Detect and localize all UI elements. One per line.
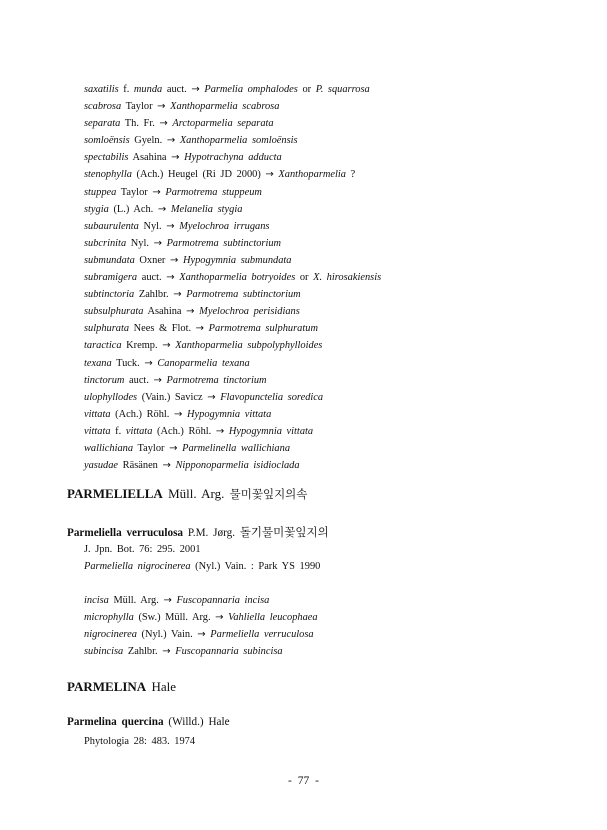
synonym-entry <box>84 355 381 372</box>
synonym-entry <box>84 592 318 609</box>
synonym-name: Parmeliella nigrocinerea <box>84 561 191 572</box>
arrow-icon: → <box>157 203 167 215</box>
synonym-entry <box>84 643 318 660</box>
synonym-entry <box>84 98 381 115</box>
synonym-epithet: scabrosa <box>84 101 122 113</box>
synonym-author: Oxner <box>139 254 166 266</box>
synonym-entry <box>84 337 381 354</box>
synonym-epithet: yasudae <box>84 460 119 472</box>
synonym-entry <box>84 269 381 286</box>
arrow-icon: → <box>215 425 225 437</box>
accepted-name: Hypogymnia submundata <box>183 254 292 266</box>
alternate-name: P. squarrosa <box>315 84 370 95</box>
arrow-icon: → <box>157 101 166 113</box>
synonym-author: Taylor <box>120 186 148 198</box>
accepted-name: Vahliella leucophaea <box>228 612 318 624</box>
synonym-epithet: stygia <box>84 203 109 215</box>
accepted-name: Myelochroa irrugans <box>179 220 270 232</box>
synonym-author: f. <box>115 425 122 437</box>
synonym-list-parmeliella <box>84 592 318 660</box>
accepted-name: Xanthoparmelia botryoides <box>179 272 296 284</box>
arrow-icon: → <box>166 220 175 232</box>
synonym-entry <box>84 389 381 406</box>
arrow-icon: → <box>170 254 179 266</box>
synonym-author: Müll. Arg. <box>113 595 159 606</box>
species-korean-name: 돌기물미꽃잎지의 <box>239 525 329 539</box>
accepted-name: Parmotrema subtinctorium <box>186 289 301 301</box>
synonym-entry <box>84 115 381 132</box>
accepted-name: Hypogymnia vittata <box>187 408 272 420</box>
arrow-icon: → <box>197 629 206 641</box>
accepted-name: Fuscopannaria subincisa <box>175 646 283 658</box>
synonym-epithet: sulphurata <box>84 323 130 335</box>
arrow-icon: → <box>173 289 182 301</box>
synonym-entry <box>84 201 381 218</box>
synonym-author: f. <box>123 84 130 95</box>
synonym-qualifier: munda <box>133 84 163 95</box>
synonym-author: Nees & Flot. <box>133 323 192 335</box>
synonym-epithet: nigrocinerea <box>84 629 137 641</box>
accepted-name: Arctoparmelia separata <box>172 118 274 130</box>
arrow-icon: → <box>191 84 200 95</box>
genus-korean-name: 물미꽃잎지의속 <box>229 487 308 501</box>
species-synonym <box>84 561 320 572</box>
synonym-epithet: subtinctoria <box>84 289 135 301</box>
synonym-entry <box>84 286 381 303</box>
accepted-name: Xanthoparmelia <box>278 169 346 181</box>
synonym-entry <box>84 406 381 423</box>
species-heading-parmeliella-verruculosa <box>67 524 329 540</box>
accepted-name: Xanthoparmelia scabrosa <box>170 101 280 113</box>
synonym-epithet: tinctorum <box>84 374 125 386</box>
accepted-name: Parmeliella verruculosa <box>210 629 314 641</box>
synonym-epithet: saxatilis <box>84 84 119 95</box>
accepted-name: Fuscopannaria incisa <box>176 595 270 606</box>
arrow-icon: → <box>162 340 171 352</box>
synonym-author: (Nyl.) Vain. : Park YS 1990 <box>195 561 321 572</box>
arrow-icon: → <box>162 460 171 472</box>
accepted-name: Melanelia stygia <box>170 203 243 215</box>
synonym-author: Tuck. <box>116 357 140 369</box>
synonym-author: Asahina <box>132 152 167 164</box>
synonym-entry <box>84 235 381 252</box>
synonym-author: Th. Fr. <box>124 118 155 130</box>
accepted-name: Hypotrachyna adducta <box>184 152 282 164</box>
synonym-author: (Nyl.) Vain. <box>141 629 193 641</box>
synonym-author: Taylor <box>137 442 165 454</box>
synonym-epithet: subincisa <box>84 646 124 658</box>
synonym-entry <box>84 303 381 320</box>
synonym-author: auct. <box>141 272 162 284</box>
synonym-entry <box>84 252 381 269</box>
synonym-epithet: spectabilis <box>84 152 129 164</box>
synonym-author: auct. <box>129 374 149 386</box>
synonym-entry <box>84 218 381 235</box>
synonym-author: (Ach.) Röhl. <box>157 425 212 437</box>
synonym-entry <box>84 320 381 337</box>
arrow-icon: → <box>166 135 176 147</box>
accepted-name: Parmelinella wallichiana <box>182 442 291 454</box>
synonym-author: auct. <box>166 84 187 95</box>
synonym-epithet: wallichiana <box>84 442 134 454</box>
synonym-author: Asahina <box>147 306 182 318</box>
arrow-icon: → <box>166 272 175 284</box>
synonym-author: Nyl. <box>130 237 149 249</box>
arrow-icon: → <box>162 646 171 658</box>
synonym-author: Zahlbr. <box>138 289 169 301</box>
arrow-icon: → <box>169 442 178 454</box>
accepted-name: Flavopunctelia soredica <box>220 391 324 403</box>
page-number: - 77 - <box>288 775 319 787</box>
synonym-epithet: subaurulenta <box>84 220 139 232</box>
synonym-author: Taylor <box>125 101 153 113</box>
accepted-name: Parmotrema subtinctorium <box>166 237 282 249</box>
synonym-epithet: stenophylla <box>84 169 132 181</box>
synonym-epithet: submundata <box>84 254 135 266</box>
synonym-epithet: stuppea <box>84 186 117 198</box>
synonym-author: Nyl. <box>143 220 162 232</box>
synonym-epithet: vittata <box>84 425 111 437</box>
alternate-name: X. hirosakiensis <box>313 272 382 284</box>
synonym-epithet: somloënsis <box>84 135 130 147</box>
synonym-epithet: microphylla <box>84 612 134 624</box>
accepted-name: Parmotrema stuppeum <box>165 186 262 198</box>
accepted-name: Parmelia omphalodes <box>204 84 298 95</box>
synonym-epithet: subsulphurata <box>84 306 144 318</box>
synonym-epithet: ulophyllodes <box>84 391 138 403</box>
synonym-author: (Sw.) Müll. Arg. <box>138 612 211 624</box>
synonym-epithet: vittata <box>84 408 111 420</box>
synonym-author: (Ach.) Heugel (Ri JD 2000) <box>136 169 261 181</box>
species-name: Parmeliella verruculosa <box>67 527 184 539</box>
synonym-entry <box>84 149 381 166</box>
arrow-icon: → <box>163 595 172 606</box>
arrow-icon: → <box>186 306 195 318</box>
synonym-entry <box>84 132 381 149</box>
genus-name: PARMELINA <box>67 679 147 694</box>
genus-heading-parmeliella <box>67 486 307 502</box>
genus-name: PARMELIELLA <box>67 486 163 501</box>
synonym-author: Gyeln. <box>134 135 163 147</box>
synonym-entry <box>84 457 381 474</box>
accepted-name: Parmotrema tinctorium <box>166 374 267 386</box>
synonym-author: Räsänen <box>122 460 158 472</box>
genus-author: Müll. Arg. <box>168 486 225 501</box>
synonym-qualifier: vittata <box>125 425 153 437</box>
synonym-author: Kremp. <box>126 340 158 352</box>
synonym-entry <box>84 440 381 457</box>
accepted-name: Nipponoparmelia isidioclada <box>175 460 300 472</box>
arrow-icon: → <box>215 612 224 624</box>
connector-text: ? <box>350 169 356 181</box>
accepted-name: Xanthoparmelia somloënsis <box>179 135 298 147</box>
genus-heading-parmelina <box>67 679 176 695</box>
synonym-epithet: subramigera <box>84 272 138 284</box>
synonym-entry <box>84 372 381 389</box>
connector-text: or <box>299 272 309 284</box>
species-name: Parmelina quercina <box>67 716 164 728</box>
accepted-name: Canoparmelia texana <box>157 357 250 369</box>
arrow-icon: → <box>153 237 162 249</box>
arrow-icon: → <box>144 357 153 369</box>
arrow-icon: → <box>207 391 216 403</box>
synonym-epithet: incisa <box>84 595 109 606</box>
synonym-author: Zahlbr. <box>127 646 158 658</box>
synonym-list-parmelia <box>84 81 381 474</box>
arrow-icon: → <box>153 374 162 386</box>
accepted-name: Parmotrema sulphuratum <box>208 323 318 335</box>
species-reference: J. Jpn. Bot. 76: 295. 2001 <box>84 544 201 555</box>
arrow-icon: → <box>195 323 205 335</box>
accepted-name: Myelochroa perisidians <box>199 306 300 318</box>
synonym-entry <box>84 81 381 98</box>
synonym-entry <box>84 609 318 626</box>
synonym-entry <box>84 423 381 440</box>
synonym-author: (L.) Ach. <box>113 203 154 215</box>
accepted-name: Hypogymnia vittata <box>228 425 314 437</box>
species-heading-parmelina-quercina <box>67 716 230 728</box>
synonym-entry <box>84 166 381 183</box>
synonym-author: (Vain.) Savicz <box>141 391 203 403</box>
genus-author: Hale <box>151 679 176 694</box>
connector-text: or <box>302 84 312 95</box>
synonym-epithet: texana <box>84 357 112 369</box>
synonym-epithet: separata <box>84 118 121 130</box>
arrow-icon: → <box>171 152 180 164</box>
arrow-icon: → <box>152 186 161 198</box>
synonym-epithet: taractica <box>84 340 122 352</box>
arrow-icon: → <box>265 169 274 181</box>
arrow-icon: → <box>159 118 168 130</box>
synonym-entry <box>84 626 318 643</box>
species-author: (Willd.) Hale <box>168 716 230 728</box>
species-reference: Phytologia 28: 483. 1974 <box>84 736 196 747</box>
synonym-entry <box>84 184 381 201</box>
accepted-name: Xanthoparmelia subpolyphylloides <box>175 340 323 352</box>
species-author: P.M. Jørg. <box>187 527 236 539</box>
synonym-epithet: subcrinita <box>84 237 127 249</box>
synonym-author: (Ach.) Röhl. <box>115 408 170 420</box>
arrow-icon: → <box>174 408 183 420</box>
